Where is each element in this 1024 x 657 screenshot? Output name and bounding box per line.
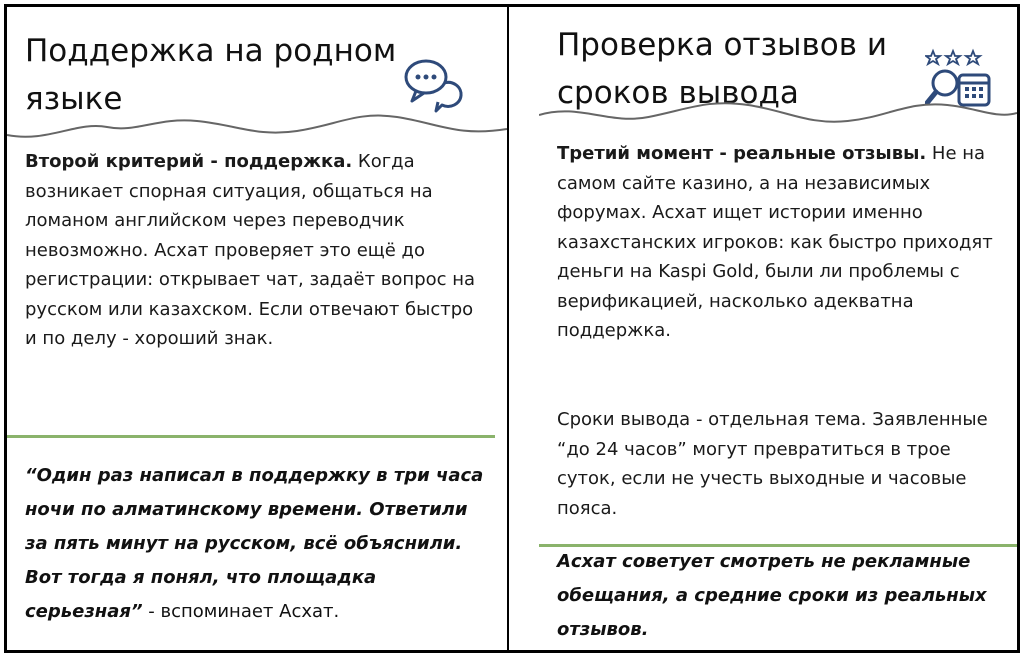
advice-quote: Асхат советует смотреть не рекламные обещания, а средние сроки из реальных отзывов. [557, 551, 987, 640]
chat-bubbles-icon [402, 55, 464, 115]
quote-attribution: - вспоминает Асхат. [142, 601, 340, 622]
support-section [7, 7, 509, 650]
support-quote [25, 459, 485, 629]
reviews-section [539, 7, 1017, 650]
infographic-frame [4, 4, 1020, 653]
support-title: Поддержка на родном языке [25, 33, 397, 117]
support-paragraph [25, 147, 485, 354]
green-divider [7, 435, 495, 438]
support-text: Когда возникает спорная ситуация, общаться на ломаном английском через переводчик невозможно. Асхат проверяет это ещё до регистрации: открывает чат, задаёт вопрос на русском или казахском. Если отвечают быстро и по делу - хороший знак. [25, 151, 476, 349]
wave-divider [7, 107, 507, 147]
withdrawal-paragraph: Сроки вывода - отдельная тема. Заявленные “до 24 часов” могут превратиться в трое суток, если не учесть выходные и часовые пояса. [557, 409, 988, 519]
quote-text: “Один раз написал в поддержку в три часа ночи по алматинскому времени. Ответили за пять минут на русском, всё объяснили. Вот тогда я понял, что площадка серьезная” [25, 465, 484, 622]
wave-divider [539, 95, 1017, 135]
support-lead: Второй критерий - поддержка. [25, 151, 353, 172]
reviews-text: Не на самом сайте казино, а на независимых форумах. Асхат ищет истории именно казахстанских игроков: как быстро приходят деньги на Kaspi Gold, были ли проблемы с верификацией, насколько адекватна поддержка. [557, 143, 993, 341]
reviews-paragraph [557, 139, 997, 346]
reviews-lead: Третий момент - реальные отзывы. [557, 143, 927, 164]
reviews-title: Проверка отзывов и сроков вывода [557, 27, 888, 111]
